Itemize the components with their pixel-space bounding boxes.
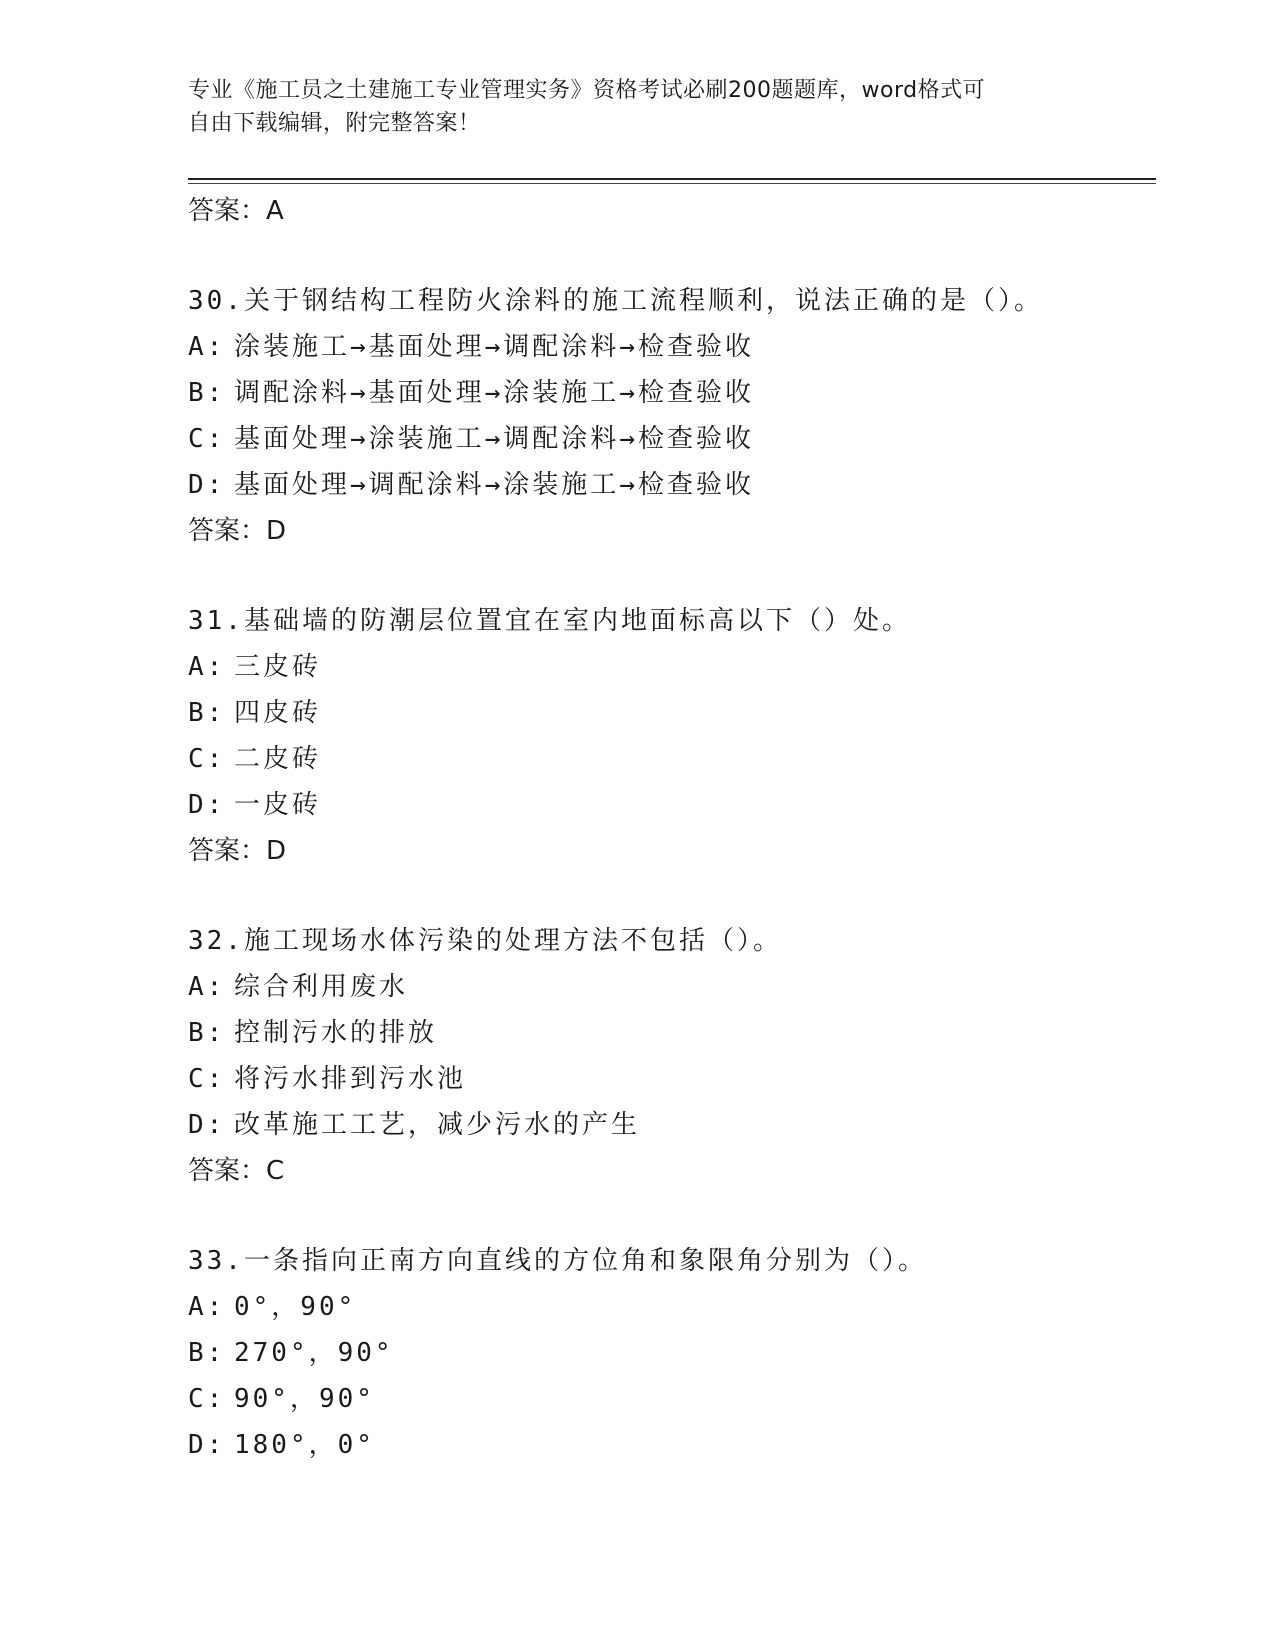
option-text: 二皮砖 bbox=[234, 744, 322, 774]
option-letter: C: bbox=[188, 424, 226, 454]
option-letter: A: bbox=[188, 652, 226, 682]
answer-line: 答案：D bbox=[188, 836, 287, 866]
option-letter: D: bbox=[188, 470, 226, 500]
option-text: 改革施工工艺，减少污水的产生 bbox=[234, 1110, 641, 1140]
option-text: 180°，0° bbox=[234, 1430, 375, 1460]
question-text: 33.一条指向正南方向直线的方位角和象限角分别为（）。 bbox=[188, 1246, 927, 1276]
option-text: 基面处理→调配涂料→涂装施工→检查验收 bbox=[234, 470, 754, 500]
option-d bbox=[188, 462, 1148, 508]
option-letter: C: bbox=[188, 1384, 226, 1414]
option-text: 三皮砖 bbox=[234, 652, 322, 682]
option-letter: A: bbox=[188, 972, 226, 1002]
option-text: 调配涂料→基面处理→涂装施工→检查验收 bbox=[234, 378, 754, 408]
option-a bbox=[188, 644, 1148, 690]
option-text: 四皮砖 bbox=[234, 698, 322, 728]
spacer bbox=[188, 1194, 1148, 1238]
question-list bbox=[188, 188, 1148, 1468]
option-a bbox=[188, 1284, 1148, 1330]
option-letter: A: bbox=[188, 332, 226, 362]
answer-line: 答案：D bbox=[188, 516, 287, 546]
option-text: 综合利用废水 bbox=[234, 972, 409, 1002]
option-text: 基面处理→涂装施工→调配涂料→检查验收 bbox=[234, 424, 754, 454]
option-a bbox=[188, 324, 1148, 370]
option-letter: B: bbox=[188, 1338, 226, 1368]
option-d bbox=[188, 782, 1148, 828]
spacer bbox=[188, 554, 1148, 598]
document-header bbox=[188, 74, 1068, 140]
option-text: 270°，90° bbox=[234, 1338, 394, 1368]
option-text: 控制污水的排放 bbox=[234, 1018, 438, 1048]
spacer bbox=[188, 874, 1148, 918]
option-letter: A: bbox=[188, 1292, 226, 1322]
question-text: 32.施工现场水体污染的处理方法不包括（）。 bbox=[188, 926, 782, 956]
answer-line: 答案：C bbox=[188, 1156, 285, 1186]
option-letter: C: bbox=[188, 744, 226, 774]
option-d bbox=[188, 1102, 1148, 1148]
header-line-1: 专业《施工员之土建施工专业管理实务》资格考试必刷200题题库，word格式可 bbox=[188, 78, 986, 103]
option-letter: D: bbox=[188, 790, 226, 820]
header-divider-thin bbox=[188, 183, 1156, 184]
header-divider-thick bbox=[188, 178, 1156, 180]
option-letter: D: bbox=[188, 1110, 226, 1140]
option-a bbox=[188, 964, 1148, 1010]
spacer bbox=[188, 234, 1148, 278]
option-letter: D: bbox=[188, 1430, 226, 1460]
option-letter: B: bbox=[188, 1018, 226, 1048]
option-c bbox=[188, 736, 1148, 782]
option-letter: C: bbox=[188, 1064, 226, 1094]
option-letter: B: bbox=[188, 698, 226, 728]
option-c bbox=[188, 416, 1148, 462]
option-c bbox=[188, 1056, 1148, 1102]
option-text: 涂装施工→基面处理→调配涂料→检查验收 bbox=[234, 332, 754, 362]
header-line-2: 自由下载编辑，附完整答案！ bbox=[188, 111, 481, 136]
option-b bbox=[188, 1010, 1148, 1056]
option-text: 90°，90° bbox=[234, 1384, 375, 1414]
option-b bbox=[188, 690, 1148, 736]
option-c bbox=[188, 1376, 1148, 1422]
answer-line: 答案：A bbox=[188, 196, 284, 226]
option-text: 0°，90° bbox=[234, 1292, 357, 1322]
option-text: 一皮砖 bbox=[234, 790, 322, 820]
option-b bbox=[188, 370, 1148, 416]
option-text: 将污水排到污水池 bbox=[234, 1064, 467, 1094]
question-text: 31.基础墙的防潮层位置宜在室内地面标高以下（）处。 bbox=[188, 606, 911, 636]
option-b bbox=[188, 1330, 1148, 1376]
option-d bbox=[188, 1422, 1148, 1468]
option-letter: B: bbox=[188, 378, 226, 408]
question-text: 30.关于钢结构工程防火涂料的施工流程顺利，说法正确的是（）。 bbox=[188, 286, 1043, 316]
